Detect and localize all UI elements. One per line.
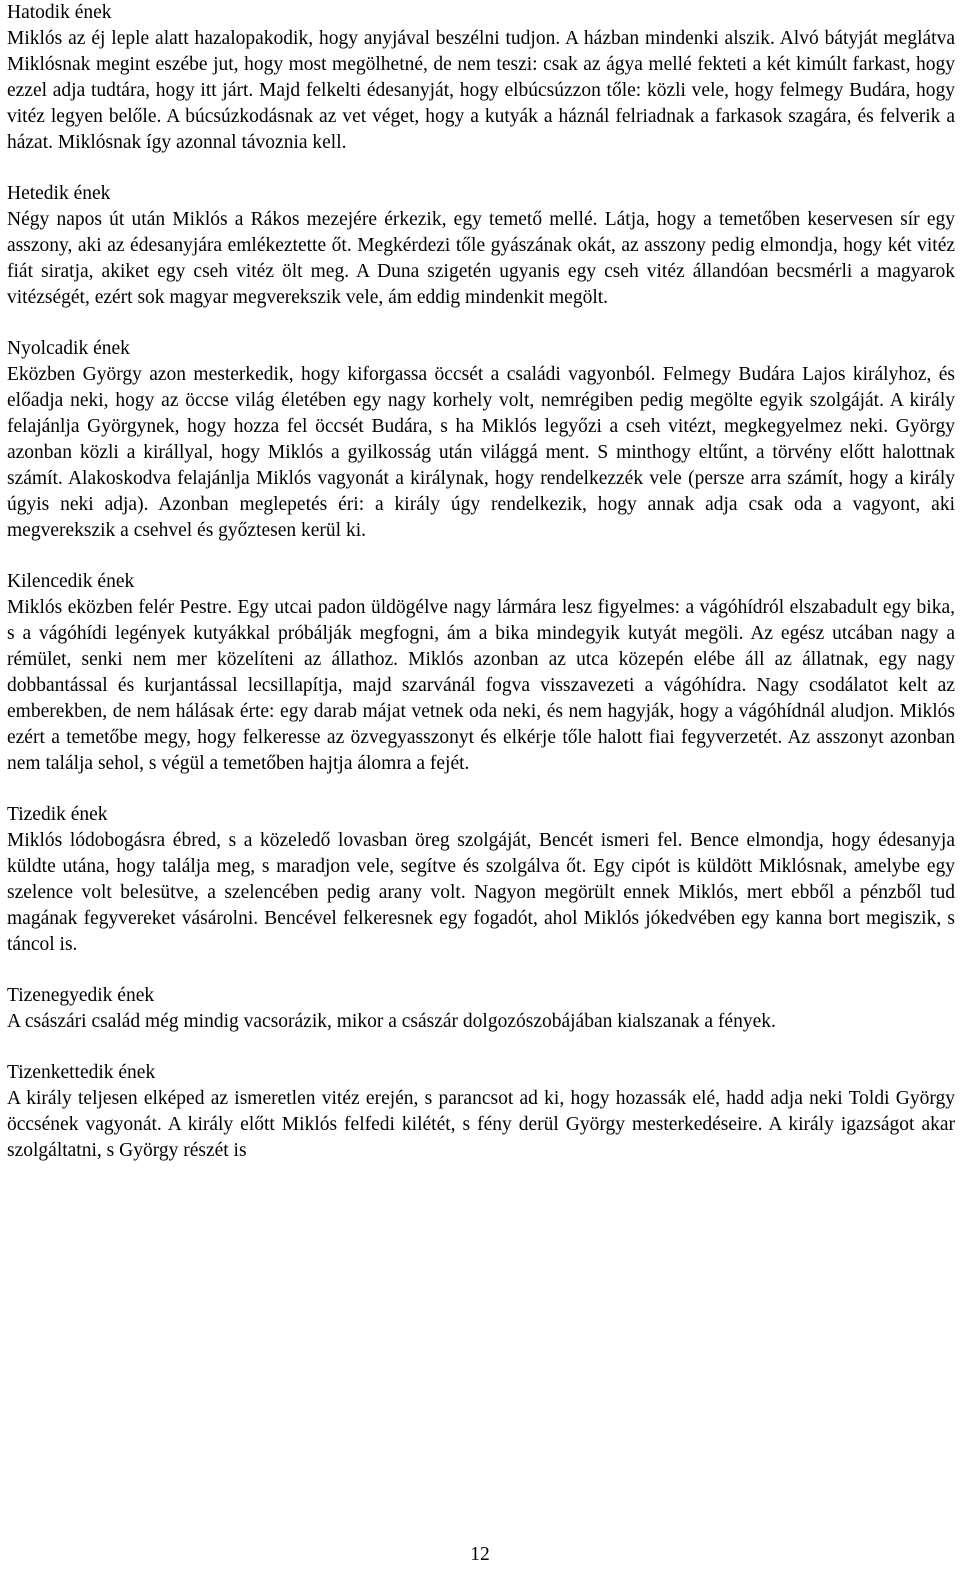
section-heading: Kilencedik ének — [7, 571, 135, 592]
section-heading: Tizenegyedik ének — [7, 985, 155, 1006]
section-heading: Tizedik ének — [7, 804, 108, 825]
section-paragraph: Miklós eközben felér Pestre. Egy utcai padon üldögélve nagy lármára lesz figyelmes: a vágóhídról elszabadult egy bika, s a vágóhídi legények kutyákkal próbálják megfogni, ám a bika mindegyik kutyát megöli. Az egész utcában nagy a rémület, senki nem mer közelíteni az állathoz. Miklós azonban az utca közepén elébe áll az állatnak, egy nagy dobbantással és kurjantással lecsillapítja, majd szarvánál fogva visszavezeti a vágóhídra. Nagy csodálatot kelt az emberekben, de nem hálásak érte: egy darab májat vetnek oda neki, és nem hagyják, hogy a vágóhídnál aludjon. Miklós ezért a temetőbe megy, hogy felkeresse az özvegyasszonyt és elkérje tőle halott fiai fegyverzetét. Az asszonyt azonban nem találja sehol, s végül a temetőben hajtja álomra a fejét. — [7, 597, 955, 774]
section-paragraph: Négy napos út után Miklós a Rákos mezejére érkezik, egy temető mellé. Látja, hogy a temetőben keservesen sír egy asszony, aki az édesanyjára emlékeztette őt. Megkérdezi tőle gyászának okát, az asszony pedig elmondja, hogy két vitéz fiát siratja, akiket egy cseh vitéz ölt meg. A Duna szigetén ugyanis egy cseh vitéz állandóan becsmérli a magyarok vitézségét, ezért sok magyar megverekszik vele, ám eddig mindenkit megölt. — [7, 209, 955, 308]
section-nyolcadik-enek — [7, 336, 955, 544]
section-heading: Hatodik ének — [7, 2, 112, 23]
section-kilencedik-enek — [7, 569, 955, 777]
page-number: 12 — [470, 1544, 490, 1565]
section-paragraph: Miklós az éj leple alatt hazalopakodik, hogy anyjával beszélni tudjon. A házban mindenki alszik. Alvó bátyját meglátva Miklósnak megint eszébe jut, hogy most megölhetné, de nem teszi: csak az ágya mellé fekteti a két kimúlt farkast, hogy ezzel adja tudtára, hogy itt járt. Majd felkelti édesanyját, hogy elbúcsúzzon tőle: közli vele, hogy felmegy Budára, hogy vitéz legyen belőle. A búcsúzkodásnak az vet véget, hogy a kutyák a háznál felriadnak a farkasok szagára, és felverik a házat. Miklósnak így azonnal távoznia kell. — [7, 28, 955, 153]
section-paragraph: Eközben György azon mesterkedik, hogy kiforgassa öccsét a családi vagyonból. Felmegy Budára Lajos királyhoz, és előadja neki, hogy az öccse világ életében egy nagy korhely volt, nemrégiben pedig megölte egyik szolgáját. A király felajánlja Györgynek, hogy hozza fel öccsét Budára, s ha Miklós legyőzi a cseh vitézt, megkegyelmez neki. György azonban közli a királlyal, hogy Miklós a gyilkosság után világgá ment. S minthogy eltűnt, a törvény előtt halottnak számít. Alakoskodva felajánlja Miklós vagyonát a királynak, hogy rendelkezzék vele (persze arra számít, hogy a király úgyis neki adja). Azonban meglepetés éri: a király úgy rendelkezik, hogy annak adja csak oda a vagyont, aki megverekszik a csehvel és győztesen kerül ki. — [7, 364, 955, 541]
section-paragraph: A király teljesen elképed az ismeretlen vitéz erején, s parancsot ad ki, hogy hozassák elé, hadd adja neki Toldi György öccsének vagyonát. A király előtt Miklós felfedi kilétét, s fény derül György mesterkedéseire. A király igazságot akar szolgáltatni, s György részét is — [7, 1088, 955, 1161]
section-heading: Hetedik ének — [7, 183, 111, 204]
section-paragraph: A császári család még mindig vacsorázik, mikor a császár dolgozószobájában kialszanak a fények. — [7, 1011, 776, 1032]
section-tizenegyedik-enek — [7, 983, 955, 1035]
document-page — [7, 0, 955, 1164]
section-tizedik-enek — [7, 802, 955, 958]
section-heading: Tizenkettedik ének — [7, 1062, 156, 1083]
section-heading: Nyolcadik ének — [7, 338, 130, 359]
section-tizenkettedik-enek — [7, 1060, 955, 1164]
section-hatodik-enek — [7, 0, 955, 156]
section-hetedik-enek — [7, 181, 955, 311]
section-paragraph: Miklós lódobogásra ébred, s a közeledő lovasban öreg szolgáját, Bencét ismeri fel. Bence elmondja, hogy édesanyja küldte utána, hogy találja meg, s maradjon vele, segítve és szolgálva őt. Egy cipót is küldött Miklósnak, amelybe egy szelence volt belesütve, a szelencében pedig arany volt. Nagyon megörült ennek Miklós, mert ebből a pénzből tud magának fegyvereket vásárolni. Bencével felkeresnek egy fogadót, ahol Miklós jókedvében egy kanna bort megiszik, s táncol is. — [7, 830, 955, 955]
